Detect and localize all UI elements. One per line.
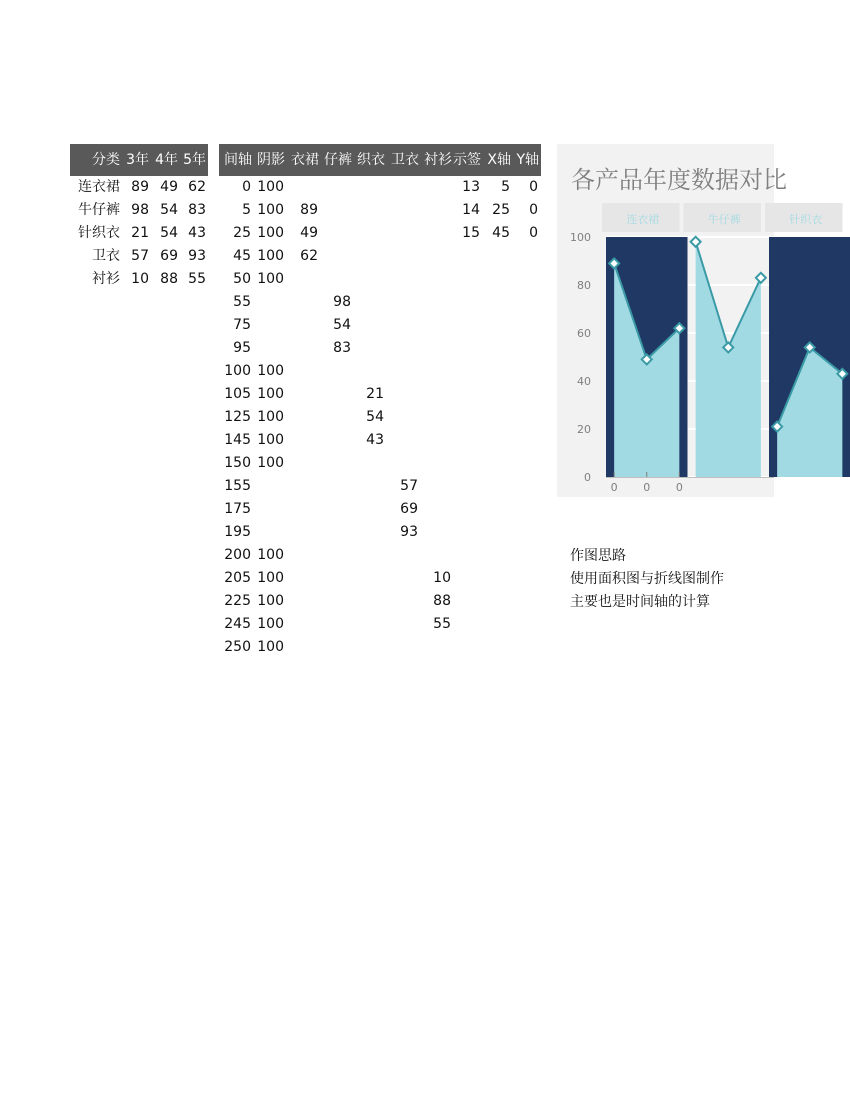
table2-cell: 13 xyxy=(462,179,480,195)
table2-header xyxy=(219,144,541,176)
table2-cell: 0 xyxy=(529,202,538,218)
table1-cell: 62 xyxy=(188,179,206,195)
table2-cell: 89 xyxy=(300,202,318,218)
table2-cell: 14 xyxy=(462,202,480,218)
table2-cell: 88 xyxy=(433,593,451,609)
table2-cell: 225 xyxy=(224,593,251,609)
table1-header-cell: 4年 xyxy=(155,152,178,168)
table2-cell: 15 xyxy=(462,225,480,241)
table2-cell: 245 xyxy=(224,616,251,632)
table1-header-cell: 3年 xyxy=(126,152,149,168)
table2-cell: 100 xyxy=(257,570,284,586)
table2-header-cell: 阴影 xyxy=(257,152,285,168)
table2-cell: 25 xyxy=(233,225,251,241)
table1-cell: 89 xyxy=(131,179,149,195)
category-label: 牛仔裤 xyxy=(707,213,741,226)
table2-header-cell: 卫衣 xyxy=(391,152,419,168)
table1-cell: 54 xyxy=(160,202,178,218)
table2-cell: 150 xyxy=(224,455,251,471)
table2-cell: 100 xyxy=(257,409,284,425)
table2-cell: 45 xyxy=(492,225,510,241)
series-area xyxy=(696,242,761,477)
table1-cell: 针织衣 xyxy=(78,225,120,241)
table2-cell: 100 xyxy=(257,547,284,563)
table1-cell: 卫衣 xyxy=(92,248,120,264)
table2-cell: 54 xyxy=(333,317,351,333)
table2-header-cell: 仔裤 xyxy=(324,152,352,168)
data-point xyxy=(756,273,766,283)
table2-cell: 0 xyxy=(242,179,251,195)
table2-cell: 100 xyxy=(257,455,284,471)
table2-cell: 195 xyxy=(224,524,251,540)
table1-cell: 10 xyxy=(131,271,149,287)
table2-cell: 50 xyxy=(233,271,251,287)
table2-cell: 54 xyxy=(366,409,384,425)
chart-plot xyxy=(557,144,823,497)
table2-cell: 83 xyxy=(333,340,351,356)
table2-cell: 55 xyxy=(233,294,251,310)
table1-cell: 衬衫 xyxy=(92,271,120,287)
chart-title: 各产品年度数据对比 xyxy=(571,166,787,194)
table1-cell: 83 xyxy=(188,202,206,218)
table1-cell: 连衣裙 xyxy=(78,179,120,195)
x-tick-label: 0 xyxy=(675,481,683,494)
x-tick-label: 0 xyxy=(643,481,651,494)
table2-cell: 69 xyxy=(400,501,418,517)
table1-cell: 93 xyxy=(188,248,206,264)
table2-cell: 93 xyxy=(400,524,418,540)
table2-cell: 100 xyxy=(257,363,284,379)
table1-header xyxy=(70,144,208,176)
category-label: 连衣裙 xyxy=(626,213,660,226)
table2-header-cell: 衬衫 xyxy=(424,152,452,168)
y-tick-label: 80 xyxy=(577,279,591,292)
table2-cell: 0 xyxy=(529,179,538,195)
table1-cell: 21 xyxy=(131,225,149,241)
note-line-2: 主要也是时间轴的计算 xyxy=(570,594,710,610)
table2-cell: 100 xyxy=(257,432,284,448)
table2-header-cell: 衣裙 xyxy=(291,152,319,168)
table1-header-cell: 5年 xyxy=(183,152,206,168)
data-point xyxy=(691,237,701,247)
table2-cell: 100 xyxy=(257,386,284,402)
table2-header-cell: 示签 xyxy=(453,152,481,168)
note-title: 作图思路 xyxy=(570,548,626,564)
table1-cell: 88 xyxy=(160,271,178,287)
table1-cell: 55 xyxy=(188,271,206,287)
table2-cell: 100 xyxy=(257,202,284,218)
table2-cell: 100 xyxy=(257,616,284,632)
table2-cell: 125 xyxy=(224,409,251,425)
table1-cell: 57 xyxy=(131,248,149,264)
note-line-1: 使用面积图与折线图制作 xyxy=(570,571,724,587)
table2-cell: 21 xyxy=(366,386,384,402)
chart-panel xyxy=(557,144,823,497)
table2-header-cell: X轴 xyxy=(487,152,511,168)
table2-header-cell: Y轴 xyxy=(516,152,539,168)
table2-cell: 5 xyxy=(501,179,510,195)
table2-cell: 49 xyxy=(300,225,318,241)
y-tick-label: 60 xyxy=(577,327,591,340)
table1-cell: 54 xyxy=(160,225,178,241)
table2-cell: 155 xyxy=(224,478,251,494)
y-tick-label: 100 xyxy=(570,231,591,244)
y-tick-label: 0 xyxy=(584,471,591,484)
table1-cell: 69 xyxy=(160,248,178,264)
table2-cell: 45 xyxy=(233,248,251,264)
table2-cell: 43 xyxy=(366,432,384,448)
table2-cell: 5 xyxy=(242,202,251,218)
table2-cell: 100 xyxy=(257,179,284,195)
table2-cell: 75 xyxy=(233,317,251,333)
table2-cell: 62 xyxy=(300,248,318,264)
table2-cell: 145 xyxy=(224,432,251,448)
table2-cell: 98 xyxy=(333,294,351,310)
table1-cell: 49 xyxy=(160,179,178,195)
table2-cell: 100 xyxy=(224,363,251,379)
x-tick-label: 0 xyxy=(610,481,618,494)
table2-cell: 105 xyxy=(224,386,251,402)
table2-cell: 100 xyxy=(257,593,284,609)
table1-cell: 98 xyxy=(131,202,149,218)
table2-cell: 10 xyxy=(433,570,451,586)
table1-cell: 43 xyxy=(188,225,206,241)
table2-cell: 100 xyxy=(257,639,284,655)
table1-header-cell: 分类 xyxy=(92,152,120,168)
table1-cell: 牛仔裤 xyxy=(78,202,120,218)
table2-cell: 0 xyxy=(529,225,538,241)
table2-cell: 95 xyxy=(233,340,251,356)
table2-header-cell: 间轴 xyxy=(224,152,252,168)
y-tick-label: 40 xyxy=(577,375,591,388)
table2-cell: 57 xyxy=(400,478,418,494)
table2-cell: 250 xyxy=(224,639,251,655)
category-label: 针织衣 xyxy=(789,213,823,226)
table2-cell: 175 xyxy=(224,501,251,517)
table2-cell: 100 xyxy=(257,225,284,241)
table2-cell: 55 xyxy=(433,616,451,632)
table2-cell: 25 xyxy=(492,202,510,218)
y-tick-label: 20 xyxy=(577,423,591,436)
table2-cell: 100 xyxy=(257,271,284,287)
table2-cell: 200 xyxy=(224,547,251,563)
table2-cell: 205 xyxy=(224,570,251,586)
table2-cell: 100 xyxy=(257,248,284,264)
table2-header-cell: 织衣 xyxy=(357,152,385,168)
